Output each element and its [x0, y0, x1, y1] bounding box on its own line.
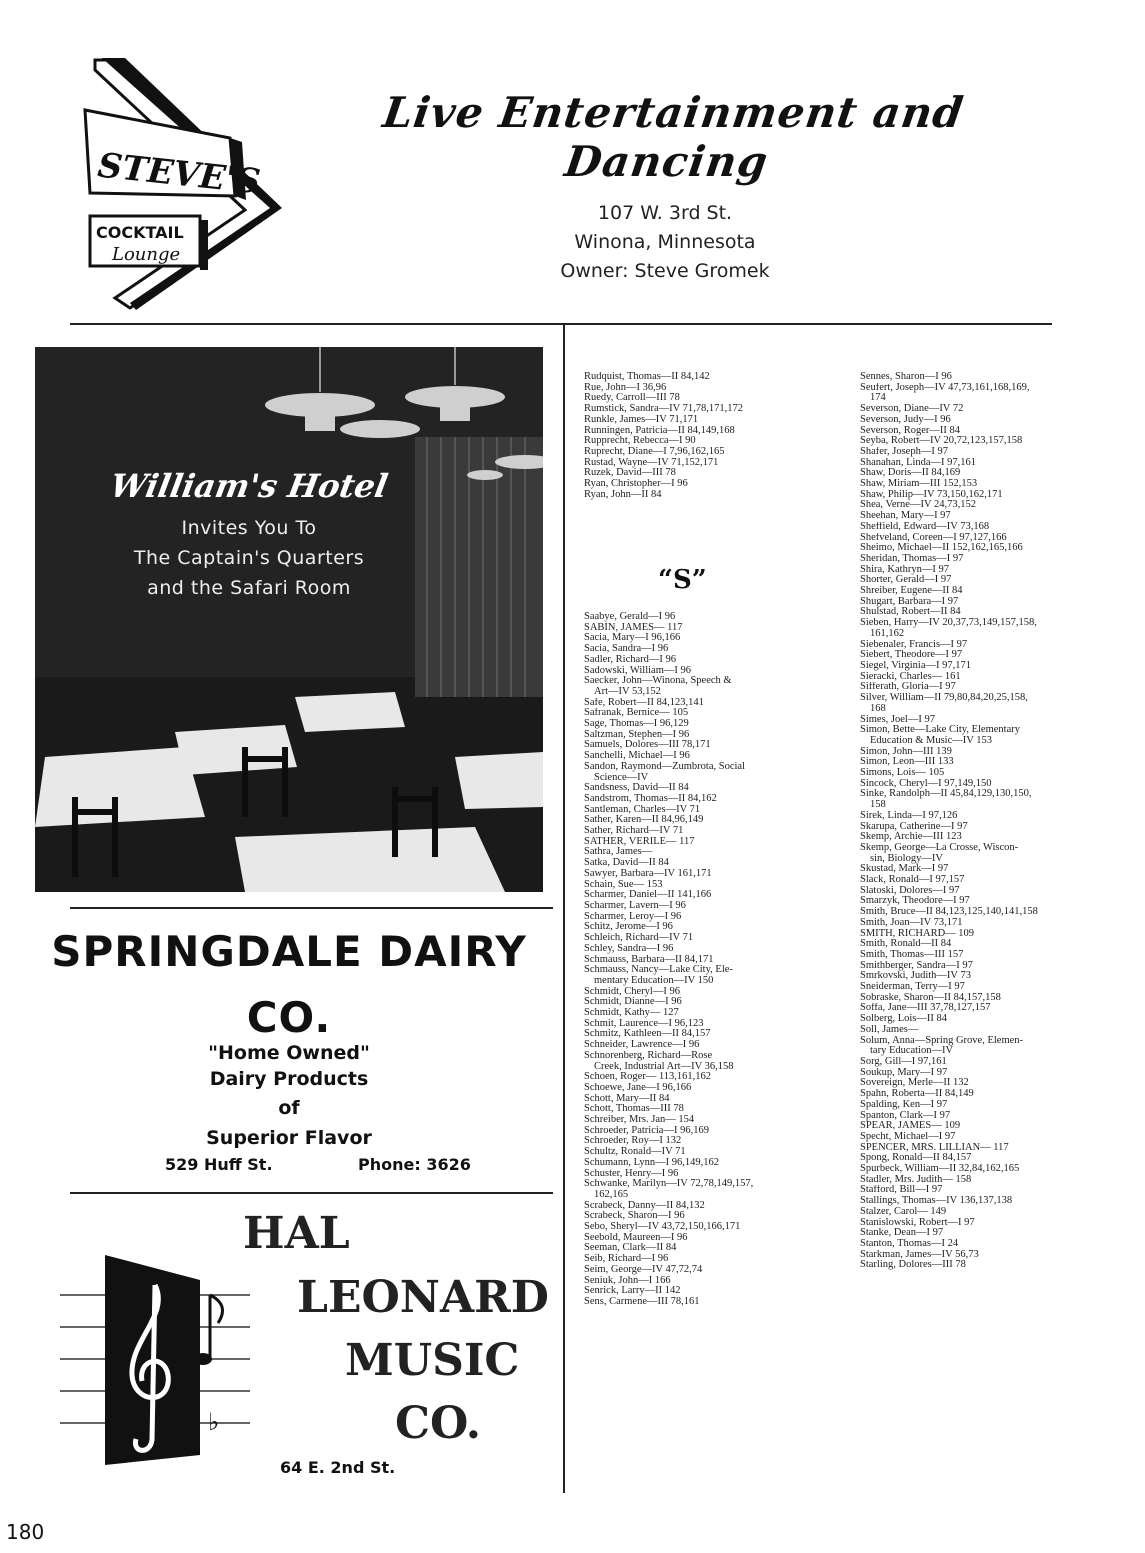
index-entry: Sandsness, David—II 84 [584, 783, 689, 794]
dairy-products-line: Dairy Products [209, 1068, 369, 1090]
index-entry: Smith, Ronald—II 84 [860, 939, 952, 950]
index-entry: Satka, David—II 84 [584, 858, 669, 869]
index-entry: Stalzer, Carol— 149 [860, 1206, 947, 1217]
index-entry: Sneiderman, Terry—I 97 [860, 982, 965, 993]
music-name-line-3: MUSIC [345, 1335, 520, 1386]
logo-sub-text-2: Lounge [112, 244, 181, 265]
index-entry: Siegel, Virginia—I 97,171 [860, 660, 971, 671]
index-entry: Skustad, Mark—I 97 [860, 864, 949, 875]
index-entry: Seib, Richard—I 96 [584, 1254, 669, 1265]
index-entry: Sirek, Linda—I 97,126 [860, 810, 958, 821]
index-entry: Simon, Bette—Lake City, Elementary [860, 725, 1020, 736]
index-entry: 158 [870, 800, 886, 811]
index-entry: Schreiber, Mrs. Jan— 154 [584, 1115, 695, 1126]
index-entry: Schain, Sue— 153 [584, 879, 663, 890]
index-entry: Spahn, Roberta—II 84,149 [860, 1089, 974, 1100]
dairy-address: 529 Huff St. [165, 1155, 273, 1174]
index-entry: Starkman, James—IV 56,73 [860, 1249, 979, 1260]
index-entry: Scharmer, Lavern—I 96 [584, 900, 686, 911]
index-entry: Siebert, Theodore—I 97 [860, 650, 963, 661]
index-entry: Seeman, Clark—II 84 [584, 1243, 677, 1254]
index-entry: Stadler, Mrs. Judith— 158 [860, 1174, 972, 1185]
index-entry: Schwanke, Marilyn—IV 72,78,149,157, [584, 1179, 754, 1190]
index-entry: Schmauss, Nancy—Lake City, Ele- [584, 965, 733, 976]
index-entry: Spong, Ronald—II 84,157 [860, 1153, 972, 1164]
index-entry: Sheimo, Michael—II 152,162,165,166 [860, 543, 1023, 554]
music-name-line-1: HAL [243, 1208, 350, 1259]
svg-text:♭: ♭ [208, 1408, 220, 1436]
index-entry: Simons, Lois— 105 [860, 768, 945, 779]
index-entry: Scharmer, Leroy—I 96 [584, 911, 682, 922]
hotel-invite-line: Invites You To [181, 517, 317, 539]
steves-address: 107 W. 3rd St. [597, 202, 733, 224]
index-entry: mentary Education—IV 150 [594, 975, 714, 986]
index-entry: Schneider, Lawrence—I 96 [584, 1040, 700, 1051]
index-entry: Skemp, Archie—III 123 [860, 832, 962, 843]
index-entry: Shaw, Philip—IV 73,150,162,171 [860, 489, 1003, 500]
index-column-1-bottom [584, 612, 839, 1308]
index-entry: Stanke, Dean—I 97 [860, 1228, 944, 1239]
dairy-of-line: of [278, 1097, 300, 1119]
index-entry: Sennes, Sharon—I 96 [860, 372, 952, 382]
index-entry: Spurbeck, William—II 32,84,162,165 [860, 1164, 1020, 1175]
hotel-name: William's Hotel [107, 467, 391, 505]
index-entry: Shaw, Doris—II 84,169 [860, 468, 961, 479]
index-entry: Slatoski, Dolores—I 97 [860, 885, 960, 896]
index-entry: 161,162 [870, 628, 905, 639]
index-entry: Smith, Bruce—II 84,123,125,140,141,158 [860, 907, 1038, 918]
index-entry: Rue, John—I 36,96 [584, 382, 667, 393]
index-entry: 162,165 [594, 1189, 629, 1200]
dairy-tagline: "Home Owned" [208, 1042, 370, 1064]
index-entry: Schoewe, Jane—I 96,166 [584, 1082, 692, 1093]
index-entry: Smarzyk, Theodore—I 97 [860, 896, 970, 907]
music-address: 64 E. 2nd St. [280, 1458, 396, 1477]
dairy-phone: Phone: 3626 [358, 1155, 471, 1174]
index-entry: Sinke, Randolph—II 45,84,129,130,150, [860, 789, 1032, 800]
index-entry: Sage, Thomas—I 96,129 [584, 719, 689, 730]
dairy-flavor-line: Superior Flavor [206, 1127, 372, 1149]
index-entry: Soll, James— [860, 1024, 919, 1035]
index-entry: Scrabeck, Sharon—I 96 [584, 1211, 685, 1222]
index-entry: Seniuk, John—I 166 [584, 1275, 671, 1286]
index-entry: Soffa, Jane—III 37,78,127,157 [860, 1003, 991, 1014]
index-entry: Schuster, Henry—I 96 [584, 1168, 679, 1179]
index-entry: Slack, Ronald—I 97,157 [860, 875, 965, 886]
index-entry: Sifferath, Gloria—I 97 [860, 682, 956, 693]
index-entry: Ruzek, David—III 78 [584, 468, 676, 479]
index-entry: Schoen, Roger— 113,161,162 [584, 1072, 712, 1083]
index-entry: Smithberger, Sandra—I 97 [860, 960, 973, 971]
index-entry: Spalding, Ken—I 97 [860, 1099, 948, 1110]
hotel-photo-ad [35, 347, 543, 892]
index-entry: Sincock, Cheryl—I 97,149,150 [860, 778, 992, 789]
dairy-divider [70, 1192, 553, 1194]
index-entry: Schley, Sandra—I 96 [584, 943, 674, 954]
hotel-venue-line-2: and the Safari Room [147, 577, 351, 599]
index-entry: Ryan, Christopher—I 96 [584, 479, 688, 490]
index-entry: Stallings, Thomas—IV 136,137,138 [860, 1196, 1013, 1207]
index-entry: Sadowski, William—I 96 [584, 665, 692, 676]
music-name-line-2: LEONARD [297, 1272, 549, 1323]
index-entry: Severson, Judy—I 96 [860, 414, 951, 425]
index-entry: Shanahan, Linda—I 97,161 [860, 457, 977, 468]
index-entry: SMITH, RICHARD— 109 [860, 928, 975, 939]
dairy-title-line-2: CO. [246, 993, 332, 1042]
steves-city: Winona, Minnesota [574, 231, 756, 253]
index-entry: Seebold, Maureen—I 96 [584, 1232, 688, 1243]
index-entry: Sheffield, Edward—IV 73,168 [860, 521, 990, 532]
index-entry: Science—IV [594, 772, 649, 783]
index-entry: Solum, Anna—Spring Grove, Elemen- [860, 1035, 1024, 1046]
header-divider [70, 323, 1052, 325]
index-entry: Simon, Leon—III 133 [860, 757, 954, 768]
index-entry: Schnorenberg, Richard—Rose [584, 1050, 713, 1061]
index-entry: Shafer, Joseph—I 97 [860, 446, 948, 457]
index-entry: Solberg, Lois—II 84 [860, 1014, 948, 1025]
index-entry: Sieracki, Charles— 161 [860, 671, 961, 682]
index-entry: Education & Music—IV 153 [870, 735, 993, 746]
index-entry: Rustad, Wayne—IV 71,152,171 [584, 457, 719, 468]
index-entry: Sorg, Gill—I 97,161 [860, 1057, 947, 1067]
index-entry: Schultz, Ronald—IV 71 [584, 1147, 686, 1158]
index-entry: Severson, Diane—IV 72 [860, 404, 964, 415]
index-entry: Scharmer, Daniel—II 141,166 [584, 890, 712, 901]
index-entry: Schott, Mary—II 84 [584, 1093, 670, 1104]
index-entry: Schmitz, Kathleen—II 84,157 [584, 1029, 711, 1040]
index-entry: Siebenaler, Francis—I 97 [860, 639, 968, 650]
steves-logo [70, 48, 290, 318]
index-entry: Sobraske, Sharon—II 84,157,158 [860, 992, 1001, 1003]
index-entry: Ruedy, Carroll—III 78 [584, 393, 680, 404]
index-entry: Sather, Karen—II 84,96,149 [584, 815, 704, 826]
index-entry: Sandon, Raymond—Zumbrota, Social [584, 761, 745, 772]
index-entry: Schroeder, Roy—I 132 [584, 1136, 682, 1147]
section-heading: “S” [658, 565, 707, 595]
index-entry: Sebo, Sheryl—IV 43,72,150,166,171 [584, 1222, 741, 1233]
index-entry: Saltzman, Stephen—I 96 [584, 729, 690, 740]
index-entry: sin, Biology—IV [870, 853, 943, 864]
index-entry: Senrick, Larry—II 142 [584, 1286, 681, 1297]
index-entry: Schmit, Laurence—I 96,123 [584, 1018, 704, 1029]
index-entry: Rumstick, Sandra—IV 71,78,171,172 [584, 404, 744, 415]
index-entry: Safe, Robert—II 84,123,141 [584, 697, 704, 708]
index-entry: Sacia, Sandra—I 96 [584, 644, 669, 655]
index-entry: Spanton, Clark—I 97 [860, 1110, 951, 1121]
dairy-title [35, 925, 543, 1045]
index-entry: Sadler, Richard—I 96 [584, 654, 677, 665]
index-entry: Shugart, Barbara—I 97 [860, 596, 959, 607]
index-entry: Saecker, John—Winona, Speech & [584, 676, 732, 687]
index-entry: Skarupa, Catherine—I 97 [860, 821, 968, 832]
index-entry: Schmidt, Kathy— 127 [584, 1008, 679, 1019]
index-entry: Shorter, Gerald—I 97 [860, 575, 952, 586]
index-entry: Art—IV 53,152 [594, 686, 661, 697]
index-entry: Shea, Verne—IV 24,73,152 [860, 500, 976, 511]
index-entry: Simon, John—III 139 [860, 746, 952, 757]
index-entry: Sandstrom, Thomas—II 84,162 [584, 793, 717, 804]
index-entry: Creek, Industrial Art—IV 36,158 [594, 1061, 734, 1072]
index-entry: 174 [870, 393, 886, 404]
index-entry: Rupprecht, Rebecca—I 90 [584, 436, 696, 447]
index-entry: Sacia, Mary—I 96,166 [584, 633, 681, 644]
index-entry: Sawyer, Barbara—IV 161,171 [584, 868, 712, 879]
index-entry: Sheehan, Mary—I 97 [860, 511, 951, 522]
index-entry: Skemp, George—La Crosse, Wiscon- [860, 842, 1019, 853]
index-entry: Shreiber, Eugene—II 84 [860, 586, 963, 597]
steves-headline: Live Entertainment and Dancing [380, 88, 967, 186]
dairy-title-line-1: SPRINGDALE DAIRY [51, 927, 527, 976]
index-column-2 [860, 372, 1110, 1271]
hotel-divider [70, 907, 553, 909]
logo-main-text: STEVE'S [95, 145, 263, 203]
index-entry: SABIN, JAMES— 117 [584, 622, 683, 633]
index-entry: Sovereign, Merle—II 132 [860, 1078, 969, 1089]
page-number: 180 [6, 1520, 45, 1544]
index-entry: Simes, Joel—I 97 [860, 714, 935, 725]
index-entry: Schumann, Lynn—I 96,149,162 [584, 1157, 720, 1168]
index-entry: Schmidt, Dianne—I 96 [584, 997, 682, 1008]
index-entry: Schmidt, Cheryl—I 96 [584, 986, 680, 997]
index-entry: tary Education—IV [870, 1046, 954, 1057]
index-entry: Seim, George—IV 47,72,74 [584, 1264, 703, 1275]
index-entry: Schitz, Jerome—I 96 [584, 922, 673, 933]
index-entry: Santleman, Charles—IV 71 [584, 804, 701, 815]
index-entry: Stanton, Thomas—I 24 [860, 1238, 959, 1249]
index-entry: Samuels, Dolores—III 78,171 [584, 740, 711, 751]
index-entry: Sieben, Harry—IV 20,37,73,149,157,158, [860, 618, 1037, 629]
index-entry: Silver, William—II 79,80,84,20,25,158, [860, 693, 1028, 704]
restaurant-photo [35, 347, 543, 892]
index-entry: Smith, Joan—IV 73,171 [860, 917, 963, 928]
index-entry: Sathra, James— [584, 847, 653, 858]
index-entry: Schmauss, Barbara—II 84,171 [584, 954, 714, 965]
index-entry: Smith, Thomas—III 157 [860, 949, 964, 960]
index-entry: Starling, Dolores—III 78 [860, 1260, 966, 1271]
index-entry: SPEAR, JAMES— 109 [860, 1121, 961, 1132]
index-entry: 168 [870, 703, 886, 714]
index-entry: Safranak, Bernice— 105 [584, 708, 689, 719]
index-entry: Shulstad, Robert—II 84 [860, 607, 961, 618]
index-entry: Shefveland, Coreen—I 97,127,166 [860, 532, 1007, 543]
index-entry: Stanislowski, Robert—I 97 [860, 1217, 975, 1228]
index-column-1-top [584, 372, 839, 500]
index-entry: Ryan, John—II 84 [584, 489, 662, 500]
music-door-illustration [60, 1255, 250, 1465]
index-entry: Schott, Thomas—III 78 [584, 1104, 684, 1115]
index-entry: Schleich, Richard—IV 71 [584, 933, 694, 944]
index-entry: Schroeder, Patricia—I 96,169 [584, 1125, 709, 1136]
index-entry: SPENCER, MRS. LILLIAN— 117 [860, 1142, 1009, 1153]
index-entry: SATHER, VERILE— 117 [584, 836, 695, 847]
index-entry: Runkle, James—IV 71,171 [584, 414, 699, 425]
logo-sub-text-1: COCKTAIL [96, 223, 184, 242]
index-entry: Runningen, Patricia—II 84,149,168 [584, 425, 735, 436]
music-name-line-4: CO. [395, 1398, 482, 1449]
index-entry: Sanchelli, Michael—I 96 [584, 751, 690, 762]
index-entry: Severson, Roger—II 84 [860, 425, 961, 436]
index-entry: Shaw, Miriam—III 152,153 [860, 479, 978, 490]
index-entry: Saabye, Gerald—I 96 [584, 612, 676, 622]
index-entry: Sather, Richard—IV 71 [584, 826, 684, 837]
index-entry: Smrkovski, Judith—IV 73 [860, 971, 971, 982]
hotel-venue-line-1: The Captain's Quarters [133, 547, 365, 569]
index-entry: Seyba, Robert—IV 20,72,123,157,158 [860, 436, 1023, 447]
index-entry: Seufert, Joseph—IV 47,73,161,168,169, [860, 382, 1030, 393]
index-entry: Shira, Kathryn—I 97 [860, 564, 949, 575]
index-entry: Stafford, Bill—I 97 [860, 1185, 943, 1196]
steves-owner: Owner: Steve Gromek [560, 260, 770, 282]
index-entry: Sens, Carmene—III 78,161 [584, 1297, 700, 1307]
index-entry: Rudquist, Thomas—II 84,142 [584, 372, 710, 382]
index-entry: Scrabeck, Danny—II 84,132 [584, 1200, 705, 1211]
index-entry: Soukup, Mary—I 97 [860, 1067, 948, 1078]
index-entry: Sheridan, Thomas—I 97 [860, 553, 964, 564]
index-entry: Specht, Michael—I 97 [860, 1131, 956, 1142]
index-entry: Ruprecht, Diane—I 7,96,162,165 [584, 446, 725, 457]
column-divider [563, 325, 565, 1493]
